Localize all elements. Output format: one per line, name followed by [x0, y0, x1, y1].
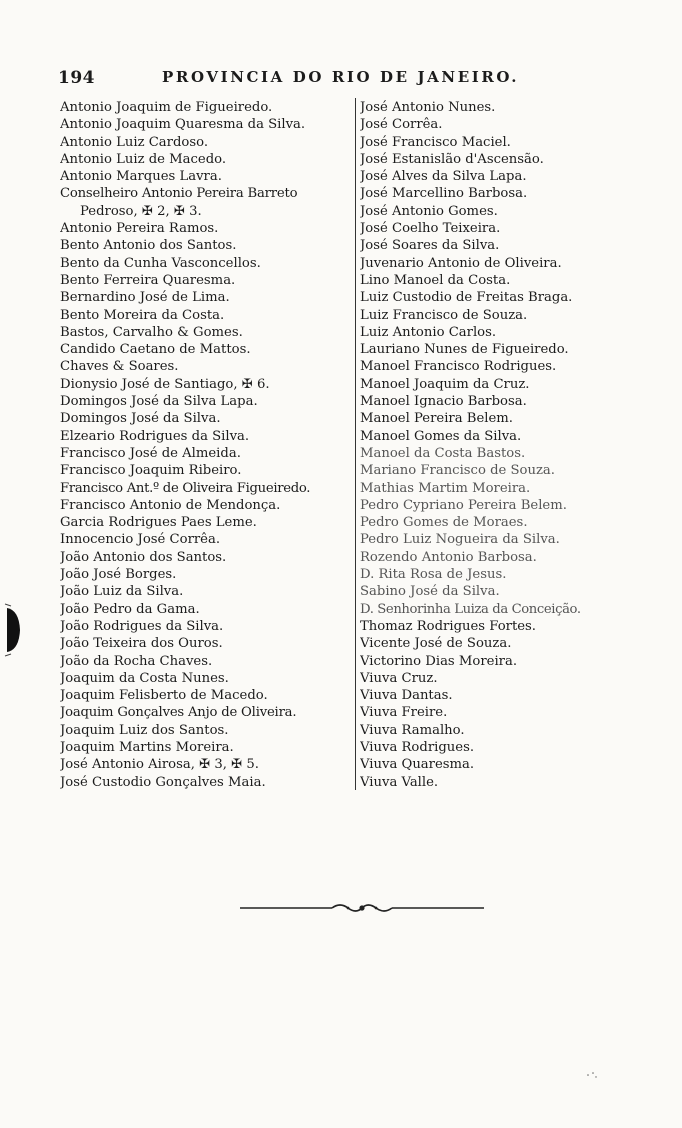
list-item: Antonio Marques Lavra.: [60, 169, 222, 185]
list-item: Viuva Ramalho.: [360, 722, 465, 738]
list-item: Bento da Cunha Vasconcellos.: [60, 255, 261, 271]
list-item: Lino Manoel da Costa.: [360, 272, 511, 288]
list-item: João Luiz da Silva.: [60, 584, 184, 600]
list-item: Joaquim Martins Moreira.: [60, 739, 234, 755]
list-item: Manoel Joaquim da Cruz.: [360, 376, 530, 392]
list-item: Manoel Pereira Belem.: [360, 411, 513, 427]
list-item: Conselheiro Antonio Pereira Barreto: [60, 186, 298, 202]
list-item: Sabino José da Silva.: [360, 584, 500, 600]
list-item: Lauriano Nunes de Figueiredo.: [360, 342, 569, 358]
list-item: Viuva Rodrigues.: [360, 739, 475, 755]
list-item: José Custodio Gonçalves Maia.: [60, 774, 266, 790]
list-item: Victorino Dias Moreira.: [360, 653, 518, 669]
list-item: Manoel Ignacio Barbosa.: [360, 394, 527, 410]
list-item: João Antonio dos Santos.: [60, 549, 227, 565]
list-item: Bento Antonio dos Santos.: [60, 238, 237, 254]
list-item: Rozendo Antonio Barbosa.: [360, 549, 537, 565]
list-item: José Antonio Gomes.: [360, 203, 498, 219]
list-item: Pedro Luiz Nogueira da Silva.: [360, 532, 560, 548]
names-column-right: [360, 99, 660, 791]
list-item: Luiz Antonio Carlos.: [360, 324, 497, 340]
list-item: João José Borges.: [60, 567, 177, 583]
list-item: João Teixeira dos Ouros.: [60, 636, 223, 652]
list-item: Joaquim Gonçalves Anjo de Oliveira.: [60, 705, 297, 721]
list-item: Innocencio José Corrêa.: [60, 532, 221, 548]
list-item: Luiz Francisco de Souza.: [360, 307, 528, 323]
list-item: Domingos José da Silva.: [60, 411, 221, 427]
list-item: Joaquim Felisberto de Macedo.: [60, 688, 268, 704]
list-item: Pedroso, ✠ 2, ✠ 3.: [80, 203, 202, 219]
list-item: José Francisco Maciel.: [360, 134, 511, 150]
list-item: Francisco Joaquim Ribeiro.: [60, 463, 242, 479]
list-item: Thomaz Rodrigues Fortes.: [360, 618, 537, 634]
list-item: José Coelho Teixeira.: [360, 221, 501, 237]
list-item: Bernardino José de Lima.: [60, 290, 230, 306]
scroll-divider-ornament-icon: [240, 898, 484, 918]
list-item: D. Rita Rosa de Jesus.: [360, 567, 507, 583]
list-item: Mariano Francisco de Souza.: [360, 463, 555, 479]
list-item: Francisco José de Almeida.: [60, 445, 241, 461]
list-item: Vicente José de Souza.: [360, 636, 512, 652]
list-item: João Rodrigues da Silva.: [60, 618, 224, 634]
list-item: João da Rocha Chaves.: [60, 653, 213, 669]
list-item: Antonio Pereira Ramos.: [60, 221, 219, 237]
list-item: José Alves da Silva Lapa.: [360, 169, 527, 185]
list-item: Elzeario Rodrigues da Silva.: [60, 428, 250, 444]
names-column-left: [60, 99, 352, 791]
list-item: José Antonio Airosa, ✠ 3, ✠ 5.: [60, 757, 259, 773]
list-item: Manoel Gomes da Silva.: [360, 428, 522, 444]
list-item: José Marcellino Barbosa.: [360, 186, 528, 202]
list-item: Manoel da Costa Bastos.: [360, 445, 526, 461]
list-item: Viuva Cruz.: [360, 670, 438, 686]
list-item: Mathias Martim Moreira.: [360, 480, 531, 496]
list-item: Manoel Francisco Rodrigues.: [360, 359, 557, 375]
list-item: Viuva Freire.: [360, 705, 448, 721]
list-item: Joaquim Luiz dos Santos.: [60, 722, 229, 738]
list-item: Antonio Luiz de Macedo.: [60, 151, 227, 167]
list-item: José Corrêa.: [360, 117, 443, 133]
list-item: Viuva Dantas.: [360, 688, 453, 704]
list-item: Chaves & Soares.: [60, 359, 179, 375]
list-item: Viuva Quaresma.: [360, 757, 475, 773]
list-item: Pedro Cypriano Pereira Belem.: [360, 497, 567, 513]
list-item: Antonio Luiz Cardoso.: [60, 134, 209, 150]
list-item: José Antonio Nunes.: [360, 100, 496, 115]
list-item: José Soares da Silva.: [360, 238, 500, 254]
list-item: D. Senhorinha Luiza da Conceição.: [360, 601, 581, 617]
binding-margin-mark: [3, 600, 25, 660]
list-item: Juvenario Antonio de Oliveira.: [360, 255, 562, 271]
list-item: Garcia Rodrigues Paes Leme.: [60, 515, 257, 531]
list-item: Antonio Joaquim Quaresma da Silva.: [60, 117, 306, 133]
paper-speck-marks: [585, 1070, 599, 1080]
list-item: Bento Moreira da Costa.: [60, 307, 225, 323]
list-item: Viuva Valle.: [360, 774, 439, 790]
page-title: PROVINCIA DO RIO DE JANEIRO.: [162, 68, 520, 86]
list-item: Luiz Custodio de Freitas Braga.: [360, 290, 573, 306]
list-item: Bento Ferreira Quaresma.: [60, 272, 236, 288]
list-item: Joaquim da Costa Nunes.: [60, 670, 229, 686]
list-item: Candido Caetano de Mattos.: [60, 342, 251, 358]
list-item: Francisco Ant.º de Oliveira Figueiredo.: [60, 480, 311, 496]
list-item: Pedro Gomes de Moraes.: [360, 515, 528, 531]
list-item: Bastos, Carvalho & Gomes.: [60, 324, 243, 340]
list-item: João Pedro da Gama.: [60, 601, 200, 617]
column-divider: [355, 98, 356, 790]
list-item: Dionysio José de Santiago, ✠ 6.: [60, 376, 270, 392]
list-item: Domingos José da Silva Lapa.: [60, 394, 258, 410]
page-number: 194: [58, 68, 95, 88]
list-item: Francisco Antonio de Mendonça.: [60, 497, 281, 513]
list-item: José Estanislão d'Ascensão.: [360, 151, 544, 167]
list-item: Antonio Joaquim de Figueiredo.: [60, 100, 273, 115]
